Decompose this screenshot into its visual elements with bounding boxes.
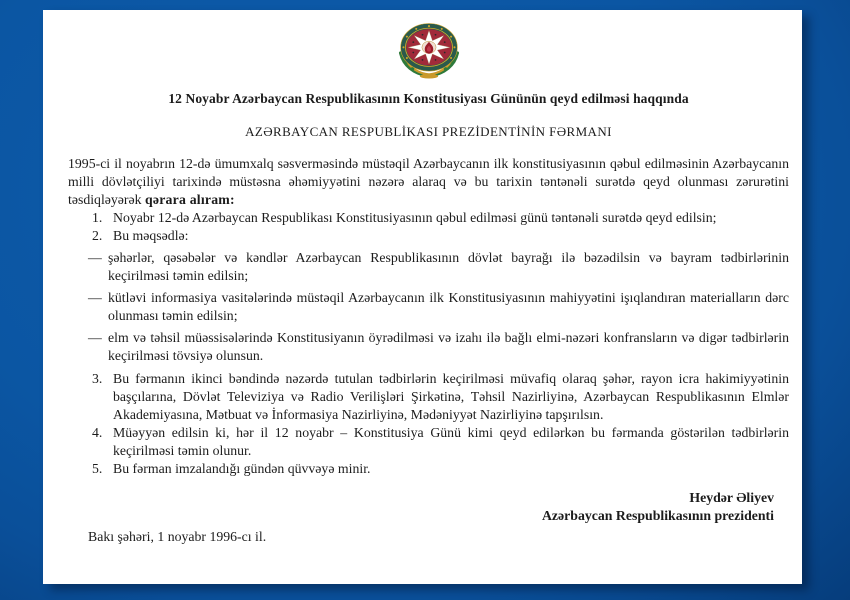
preamble-paragraph: [68, 155, 789, 209]
item-number: 1.: [92, 210, 103, 225]
dash-marker: —: [88, 250, 102, 265]
document-title: 12 Noyabr Azərbaycan Respublikasının Konstitusiyası Gününün qeyd edilməsi haqqında: [168, 91, 689, 106]
decree-item-3: [68, 370, 789, 424]
document-subtitle: AZƏRBAYCAN RESPUBLİKASI PREZİDENTİNİN FƏRMANI: [245, 124, 612, 139]
signatory-title: Azərbaycan Respublikasının prezidenti: [541, 508, 774, 523]
place-and-date: Bakı şəhəri, 1 noyabr 1996-cı il.: [88, 529, 267, 544]
item-text: şəhərlər, qəsəbələr və kəndlər Azərbaycan Respublikasının dövlət bayrağı ilə bəzədilsin və bayram tədbirlərinin keçirilməsi təmin edilsin;: [108, 250, 789, 283]
item-number: 3.: [92, 371, 103, 386]
item-text: elm və təhsil müəssisələrində Konstitusiyanın öyrədilməsi və izahı ilə bağlı elmi-nəzəri konfransların və digər tədbirlərin keçirilməsi tövsiyə olunsun.: [108, 330, 789, 363]
item-text: Müəyyən edilsin ki, hər il 12 noyabr – Konstitusiya Günü kimi qeyd edilərkən bu fərmanda göstərilən tədbirlərin keçirilməsi təmin olunur.: [113, 425, 789, 458]
decree-item-4: [68, 424, 789, 460]
decree-document: [43, 10, 802, 584]
item-text: Bu məqsədlə:: [113, 228, 189, 243]
decree-item-2: [68, 227, 789, 245]
dash-item-education: [68, 329, 789, 365]
azerbaijan-coat-of-arms-icon: [395, 20, 463, 82]
signature-block: [68, 489, 789, 525]
item-number: 4.: [92, 425, 103, 440]
preamble-decision-phrase: qərara alıram:: [145, 192, 235, 207]
signatory-name: Heydər Əliyev: [689, 490, 774, 505]
item-number: 5.: [92, 461, 103, 476]
emblem-container: [68, 20, 789, 84]
item-text: Bu fərman imzalandığı gündən qüvvəyə minir.: [113, 461, 371, 476]
dash-item-media: [68, 289, 789, 325]
item-text: Bu fərmanın ikinci bəndində nəzərdə tutulan tədbirlərin keçirilməsi müvafiq olaraq şəhər, rayon icra hakimiyyətinin başçılarına, Dövlət Televiziya və Radio Verilişləri Şirkətinə, Təhsil Nazirliyinə, Azərbaycan Respublikasının Elmlər Akademiyasına, Mətbuat və İnformasiya Nazirliyinə, Mədəniyyət Nazirliyinə tapşırılsın.: [113, 371, 789, 422]
document-body: [68, 155, 789, 546]
item-text: Noyabr 12-də Azərbaycan Respublikası Konstitusiyasının qəbul edilməsi günü təntənəli surətdə qeyd edilsin;: [113, 210, 717, 225]
item-number: 2.: [92, 228, 103, 243]
decree-item-1: [68, 209, 789, 227]
dash-item-flags: [68, 249, 789, 285]
dash-marker: —: [88, 330, 102, 345]
preamble-text: 1995-ci il noyabrın 12-də ümumxalq səsverməsində müstəqil Azərbaycanın ilk konstitusiyasının qəbul edilməsinin Azərbaycanın milli dövlətçiliyi tarixində müstəsna əhəmiyyətini nəzərə alaraq və bu tarixin təntənəli surətdə qeyd olunması zərurətini təsdiqləyərək: [68, 156, 789, 207]
item-text: kütləvi informasiya vasitələrində müstəqil Azərbaycanın ilk Konstitusiyasının mahiyyətini işıqlandıran materialların dərc olunması təmin edilsin;: [108, 290, 789, 323]
dash-marker: —: [88, 290, 102, 305]
decree-item-5: [68, 460, 789, 478]
